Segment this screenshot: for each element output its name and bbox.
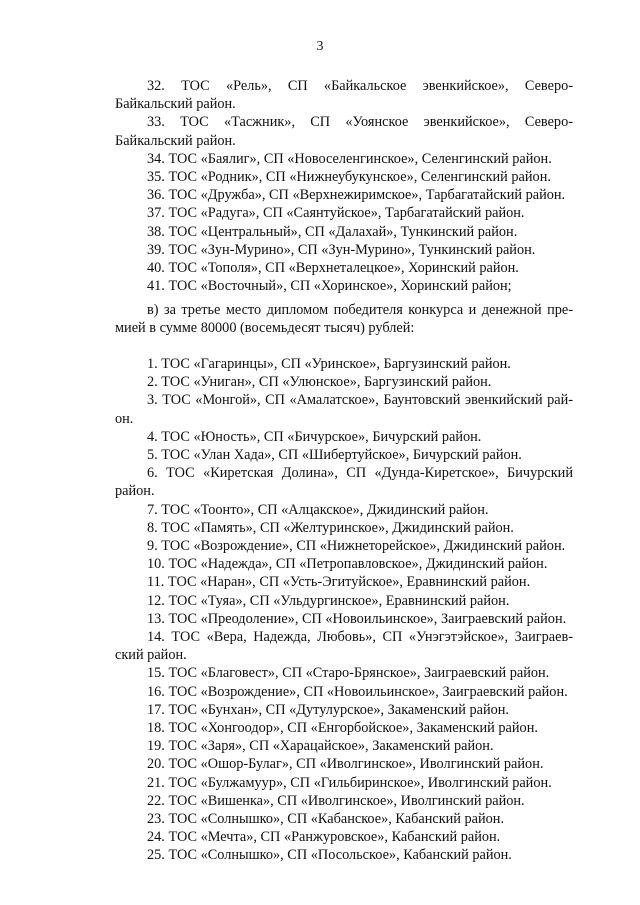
list-item: 19. ТОС «Заря», СП «Харацайское», Закаменский район. <box>147 738 494 755</box>
list-item-38: 38. ТОС «Центральный», СП «Далахай», Тункинский район. <box>147 223 518 240</box>
list-item: 22. ТОС «Вишенка», СП «Иволгинское», Иволгинский район. <box>147 792 525 809</box>
list-item: 16. ТОС «Возрождение», СП «Новоильинское», Заиграевский район. <box>147 683 568 700</box>
list-item-33: 33. ТОС «Тасжник», СП «Уоянское эвенкийское», Северо-Байкальский район. <box>115 114 573 149</box>
list-item: 1. ТОС «Гагаринцы», СП «Уринское», Баргузинский район. <box>147 356 511 372</box>
list-item: 25. ТОС «Солнышко», СП «Посольское», Кабанский район. <box>147 847 512 864</box>
list-item: 8. ТОС «Память», СП «Желтуринское», Джидинский район. <box>147 519 514 536</box>
list-section-c <box>115 355 573 865</box>
section-c-intro: в) за третье место дипломом победителя конкурса и денежной пре-мией в сумме 80000 (восемьдесят тысяч) рублей: <box>115 302 573 337</box>
list-item: 18. ТОС «Хонгоодор», СП «Енгорбойское», Закаменский район. <box>147 720 538 737</box>
list-item: 15. ТОС «Благовест», СП «Старо-Брянское», Заиграевский район. <box>147 665 550 682</box>
list-item-39: 39. ТОС «Зун-Мурино», СП «Зун-Мурино», Тункинский район. <box>147 241 536 258</box>
list-item: 3. ТОС «Монгой», СП «Амалатское», Баунтовский эвенкийский рай-он. <box>115 392 573 427</box>
list-item-41: 41. ТОС «Восточный», СП «Хоринское», Хоринский район; <box>147 278 512 295</box>
list-item: 23. ТОС «Солнышко», СП «Кабанское», Кабанский район. <box>147 811 505 828</box>
list-item-32: 32. ТОС «Рель», СП «Байкальское эвенкийское», Северо-Байкальский район. <box>115 78 573 113</box>
list-item: 5. ТОС «Улан Хада», СП «Шибертуйское», Бичурский район. <box>147 447 522 464</box>
list-item: 13. ТОС «Преодоление», СП «Новоильинское», Заиграевский район. <box>147 610 567 627</box>
list-item: 2. ТОС «Униган», СП «Улюнское», Баргузинский район. <box>147 374 492 391</box>
list-item: 17. ТОС «Бунхан», СП «Дутулурское», Закаменский район. <box>147 701 509 718</box>
list-item-35: 35. ТОС «Родник», СП «Нижнеубукунское», Селенгинский район. <box>147 169 551 186</box>
list-item-40: 40. ТОС «Тополя», СП «Верхнеталецкое», Хоринский район. <box>147 260 519 277</box>
list-item: 10. ТОС «Надежда», СП «Петропавловское», Джидинский район. <box>147 556 548 573</box>
list-item: 12. ТОС «Туяа», СП «Ульдургинское», Еравнинский район. <box>147 592 510 609</box>
list-item: 4. ТОС «Юность», СП «Бичурское», Бичурский район. <box>147 428 482 445</box>
list-item-37: 37. ТОС «Радуга», СП «Саянтуйское», Тарбагатайский район. <box>147 205 525 222</box>
list-item: 11. ТОС «Наран», СП «Усть-Эгитуйское», Еравнинский район. <box>147 574 531 591</box>
list-item-36: 36. ТОС «Дружба», СП «Верхнежиримское», Тарбагатайский район. <box>147 187 566 204</box>
list-item: 24. ТОС «Мечта», СП «Ранжуровское», Кабанский район. <box>147 829 501 846</box>
list-item: 21. ТОС «Булжамуур», СП «Гильбиринское», Иволгинский район. <box>147 774 552 791</box>
list-item: 14. ТОС «Вера, Надежда, Любовь», СП «Унэгэтэйское», Заиграев-ский район. <box>115 629 573 664</box>
list-item: 7. ТОС «Тоонто», СП «Алцакское», Джидинский район. <box>147 501 489 518</box>
list-item: 9. ТОС «Возрождение», СП «Нижнеторейское», Джидинский район. <box>147 538 566 555</box>
list-item-34: 34. ТОС «Баялиг», СП «Новоселенгинское», Селенгинский район. <box>147 150 552 167</box>
list-section-a <box>115 77 573 295</box>
page-number: 3 <box>316 39 324 54</box>
list-item: 6. ТОС «Киретская Долина», СП «Дунда-Киретское», Бичурский район. <box>115 465 573 500</box>
list-item: 20. ТОС «Ошор-Булаг», СП «Иволгинское», Иволгинский район. <box>147 756 544 773</box>
section-c-intro-block <box>115 301 573 337</box>
